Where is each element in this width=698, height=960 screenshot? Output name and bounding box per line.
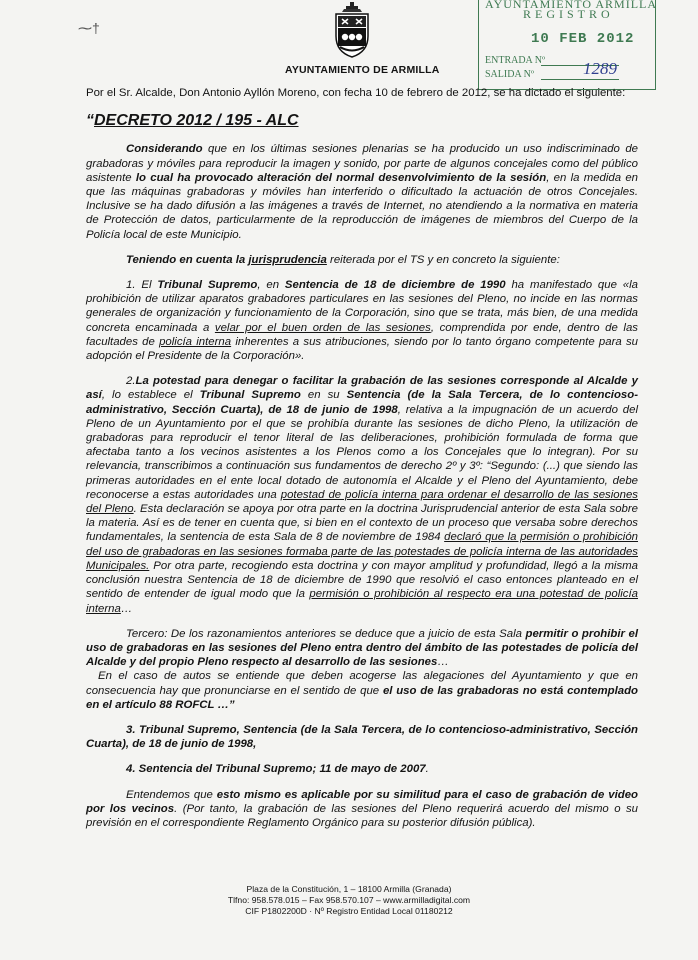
text-run: 2.	[126, 375, 136, 388]
handwritten-mark-icon: ⁓†	[78, 20, 100, 36]
text-run: Teniendo en cuenta la	[126, 253, 249, 266]
text-run: esto mismo es aplicable por su similitud para el caso de grabación de video por los vecinos	[86, 788, 638, 815]
text-run: Tribunal Supremo	[157, 279, 258, 292]
coat-of-arms-icon	[330, 0, 374, 58]
paragraph-item-3: 3. Tribunal Supremo, Sentencia (de la Sala Tercera, de lo contencioso-administrativo, Sección Cuarta), de 18 de junio de 1998,	[86, 723, 638, 751]
header-title: AYUNTAMIENTO DE ARMILLA	[285, 64, 440, 76]
paragraph-jurisprudencia	[86, 253, 638, 267]
text-run: , comprendida por ende, dentro de las facultades de	[86, 321, 638, 348]
text-run: permisión o prohibición al respecto era una potestad de policía interna	[86, 588, 638, 615]
text-run: velar por el buen orden de las sesiones	[214, 321, 431, 334]
paragraph-entendemos	[86, 788, 638, 831]
text-run: inherentes a sus atribuciones, siendo por lo tanto órgano competente para su adopción el Presidente de la Corporación».	[86, 335, 638, 363]
text-run: En el caso de autos se entiende que deben acogerse las alegaciones del Ayuntamiento y que en consecuencia hay que pronunciarse en el sentido de que	[86, 670, 638, 697]
text-run: .	[425, 763, 429, 776]
text-run: Por otra parte, recogiendo esta doctrina y con mayor amplitud y profundidad, llegó a la misma conclusión nuestra Sentencia de 18 de diciembre de 1990 que resolvió el caso entonces planteado en el sentido de entender de igual modo que la	[86, 559, 638, 601]
text-run: , lo establece el	[101, 389, 200, 402]
text-run: potestad de policía interna para ordenar el desarrollo de las sesiones del Pleno	[86, 488, 638, 516]
text-run: . Esta declaración se apoya por otra parte en la doctrina Jurisprudencial anterior de esta Sala sobre la materia. Así es de tener en cuenta que, si bien en el contexto de un proceso que versaba sobre derechos fundamentales, la sentencia de esta Sala de 8 de noviembre de 1984	[86, 503, 639, 544]
decree-title-text: DECRETO 2012 / 195 - ALC	[94, 112, 299, 130]
text-run: . (Por tanto, la grabación de las sesiones del Pleno requerirá acuerdo del mismo o su previsión en el correspondiente Reglamento Orgánico para su posterior difusión pública).	[86, 802, 638, 829]
text-run: 1. El	[126, 279, 158, 292]
text-run: que en los últimas sesiones plenarias se ha producido un uso indiscriminado de grabadoras y móviles para reproducir la imagen y sonido, por parte de algunos concejales como del público asistente	[86, 143, 638, 184]
stamp-salida-label: SALIDA Nº	[485, 69, 534, 80]
text-run: Tribunal Supremo	[199, 389, 301, 402]
intro-paragraph: Por el Sr. Alcalde, Don Antonio Ayllón Moreno, con fecha 10 de febrero de 2012, se ha dictado el siguiente:	[86, 87, 626, 99]
text-run: en su	[300, 389, 347, 402]
text-run: jurisprudencia	[248, 253, 327, 266]
text-run: Tercero: De los razonamientos anteriores se deduce que a juicio de esta Sala	[126, 627, 526, 640]
decree-title	[86, 114, 638, 128]
stamp-salida-line	[541, 79, 619, 80]
registry-stamp	[478, 0, 656, 90]
paragraph-tercero	[86, 627, 638, 670]
text-run: policía interna	[159, 335, 232, 348]
footer	[0, 884, 698, 917]
text-run: , relativa a la impugnación de un acuerdo del Pleno de un Ayuntamiento por el que se prohibía durante las sesiones de dicho Pleno, la utilización de grabadoras para reproducir el tenor literal de las deliberaciones, prohibición formulada de forma que afectaba tanto a los vecinos asistentes a los Plenos como a los Concejales que lo integran). Por su relevancia, transcribimos a continuación sus fundamentos de derecho 2º y 3º: “Segundo: (...) que siendo las primeras autoridades en el ente local dotado de autonomía el Alcalde y el Pleno del Ayuntamiento, debe reconocerse a estas autoridades una	[86, 403, 638, 501]
text-run: declaró que la permisión o prohibición del uso de grabadoras en las sesiones formaba parte de las potestades de policía interna de las autoridades Municipales.	[86, 531, 639, 572]
decree-open-quote: “	[86, 112, 94, 130]
text-run: lo cual ha provocado alteración del normal desenvolvimiento de la sesión	[135, 171, 547, 184]
text-run: , en	[257, 279, 285, 292]
text-run: Entendemos que	[126, 788, 217, 801]
stamp-date: 10 FEB 2012	[531, 31, 635, 47]
footer-contact: Tlfno: 958.578.015 – Fax 958.570.107 – www.armilladigital.com	[227, 895, 471, 905]
stamp-registro: REGISTRO	[523, 7, 614, 21]
document-body	[86, 86, 638, 830]
paragraph-item-2	[86, 374, 638, 615]
stamp-salida-number: 1289	[583, 59, 617, 78]
paragraph-caso-autos	[86, 669, 638, 712]
text-run: Considerando	[126, 143, 203, 156]
stamp-org: AYUNTAMIENTO ARMILLA	[485, 0, 658, 11]
stamp-entrada-label: ENTRADA Nº	[485, 55, 546, 66]
footer-registry: CIF P1802200D · Nº Registro Entidad Local 01180212	[245, 906, 453, 916]
text-run: Sentencia de 18 de diciembre de 1990	[284, 279, 506, 292]
text-run: 4. Sentencia del Tribunal Supremo; 11 de mayo de 2007	[126, 763, 426, 776]
text-run: reiterada por el TS y en concreto la siguiente:	[326, 253, 560, 266]
text-run: , en la medida en que las máquinas grabadoras y móviles han interferido o dificultado la actuación de otros Concejales. Inclusive se ha dado difusión a las imágenes a través de Internet, no atendiendo a la normativa en materia de Protección de datos, particularmente de la reproducción de imágenes de miembros del Cuerpo de la Policía local de este Municipio.	[86, 171, 639, 241]
text-run: el uso de las grabadoras no está contemplado en el artículo 88 ROFCL …”	[86, 684, 638, 711]
paragraph-considerando	[86, 142, 638, 241]
text-run: …	[437, 656, 449, 669]
text-run: La potestad para denegar o facilitar la grabación de las sesiones corresponde al Alcalde y así	[86, 375, 638, 402]
text-run: ha manifestado que «la prohibición de utilizar aparatos grabadores particulares en las sesiones del Pleno, no incide en las normas generales de organización y funcionamiento de la Corporación, sino que se trata, más bien, de una medida concreta encaminada a	[86, 279, 638, 334]
paragraph-item-4	[86, 762, 638, 776]
paragraph-item-1	[86, 278, 638, 363]
footer-address: Plaza de la Constitución, 1 – 18100 Armilla (Granada)	[246, 884, 452, 894]
text-run: Sentencia (de la Sala Tercera, de lo contencioso-administrativo, Sección Cuarta), de 18 de junio de 1998	[86, 389, 638, 416]
text-run: …	[120, 602, 133, 615]
text-run: permitir o prohibir el uso de grabadoras en las sesiones del Pleno entra dentro del ámbito de las potestades de policía del Alcalde y del propio Pleno respecto al desarrollo de las sesiones	[86, 627, 638, 669]
